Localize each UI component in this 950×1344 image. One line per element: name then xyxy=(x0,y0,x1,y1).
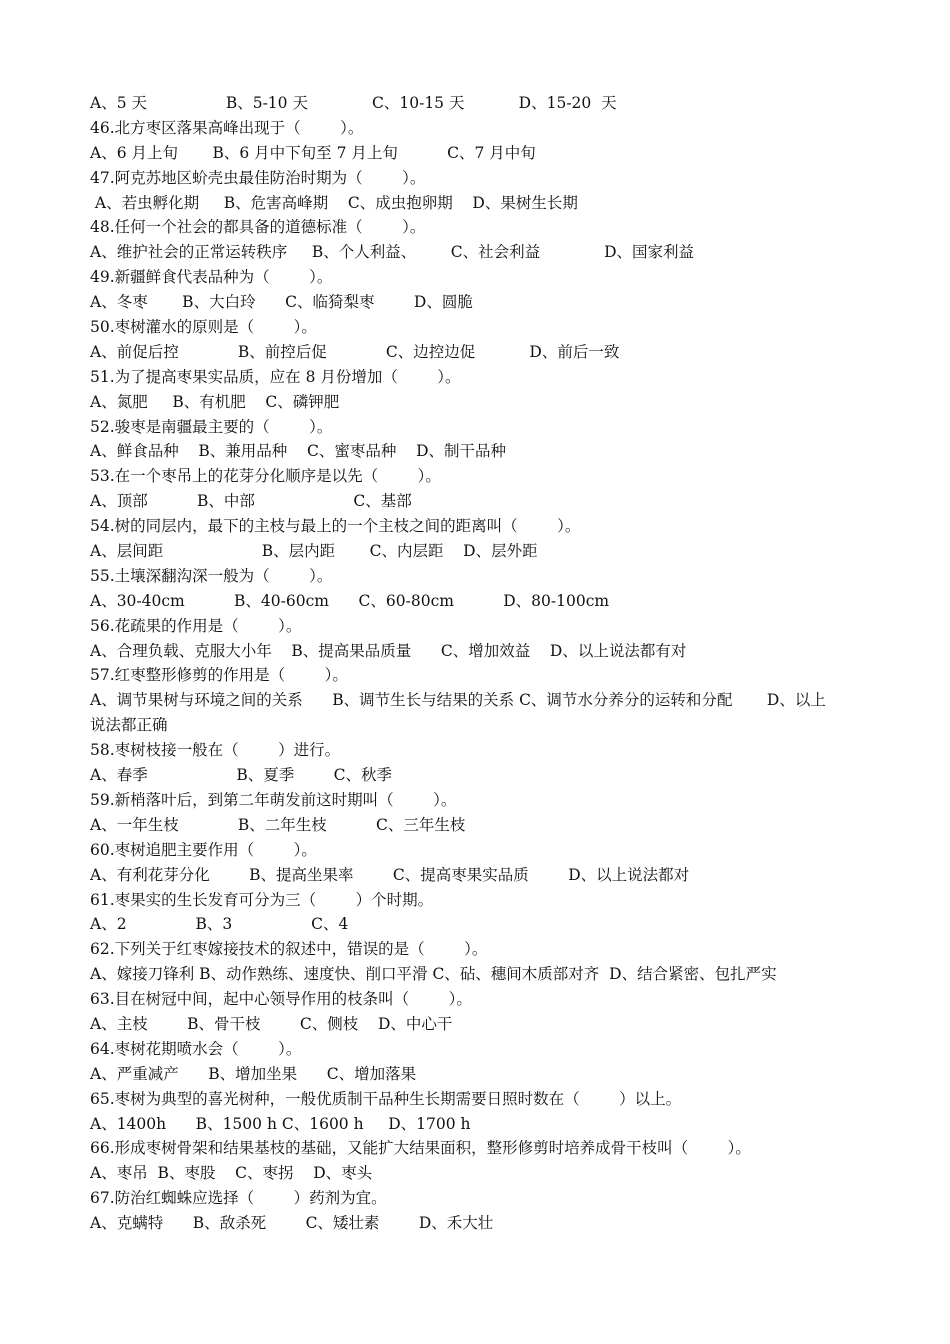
question-57: 57.红枣整形修剪的作用是（ ）。 xyxy=(90,666,348,685)
question-47: 47.阿克苏地区蚧壳虫最佳防治时期为（ ）。 xyxy=(90,168,426,187)
options-57-continued: 说法都正确 xyxy=(90,716,168,735)
options-57: A、调节果树与环境之间的关系 B、调节生长与结果的关系 C、调节水分养分的运转和分配 D、以上 xyxy=(90,691,826,710)
question-54: 54.树的同层内，最下的主枝与最上的一个主枝之间的距离叫（ ）。 xyxy=(90,517,581,536)
options-62: A、嫁接刀锋利 B、动作熟练、速度快、削口平滑 C、砧、穗间木质部对齐 D、结合紧密、包扎严实 xyxy=(90,965,777,984)
question-55: 55.土壤深翻沟深一般为（ ）。 xyxy=(90,566,333,585)
options-56: A、合理负载、克服大小年 B、提高果品质量 C、增加效益 D、以上说法都有对 xyxy=(90,641,687,660)
options-64: A、严重减产 B、增加坐果 C、增加落果 xyxy=(90,1064,417,1083)
options-49: A、冬枣 B、大白玲 C、临猗梨枣 D、圆脆 xyxy=(90,293,473,312)
options-45: A、5 天 B、5-10 天 C、10-15 天 D、15-20 天 xyxy=(90,94,617,112)
options-50: A、前促后控 B、前控后促 C、边控边促 D、前后一致 xyxy=(90,342,620,361)
question-56: 56.花疏果的作用是（ ）。 xyxy=(90,616,302,635)
question-63: 63.目在树冠中间，起中心领导作用的枝条叫（ ）。 xyxy=(90,990,472,1009)
question-50: 50.枣树灌水的原则是（ ）。 xyxy=(90,318,317,337)
options-67: A、克螨特 B、敌杀死 C、矮壮素 D、禾大壮 xyxy=(90,1214,494,1233)
options-54: A、层间距 B、层内距 C、内层距 D、层外距 xyxy=(90,542,538,561)
question-59: 59.新梢落叶后，到第二年萌发前这时期叫（ ）。 xyxy=(90,790,457,809)
options-59: A、一年生枝 B、二年生枝 C、三年生枝 xyxy=(90,815,466,834)
options-51: A、氮肥 B、有机肥 C、磷钾肥 xyxy=(90,392,340,411)
options-58: A、春季 B、夏季 C、秋季 xyxy=(90,766,393,785)
options-66: A、枣吊 B、枣股 C、枣拐 D、枣头 xyxy=(90,1164,373,1183)
question-48: 48.任何一个社会的都具备的道德标准（ ）。 xyxy=(90,218,426,237)
options-53: A、顶部 B、中部 C、基部 xyxy=(90,492,412,511)
options-52: A、鲜食品种 B、兼用品种 C、蜜枣品种 D、制干品种 xyxy=(90,442,506,461)
options-61: A、2 B、3 C、4 xyxy=(90,915,349,934)
question-61: 61.枣果实的生长发育可分为三（ ）个时期。 xyxy=(90,890,434,909)
options-60: A、有利花芽分化 B、提高坐果率 C、提高枣果实品质 D、以上说法都对 xyxy=(90,865,690,884)
question-62: 62.下列关于红枣嫁接技术的叙述中，错误的是（ ）。 xyxy=(90,940,488,959)
options-46: A、6 月上旬 B、6 月中下旬至 7 月上旬 C、7 月中旬 xyxy=(90,143,536,162)
options-48: A、维护社会的正常运转秩序 B、个人利益、 C、社会利益 D、国家利益 xyxy=(90,243,695,262)
question-52: 52.骏枣是南疆最主要的（ ）。 xyxy=(90,417,333,436)
question-46: 46.北方枣区落果高峰出现于（ ）。 xyxy=(90,118,364,137)
question-53: 53.在一个枣吊上的花芽分化顺序是以先（ ）。 xyxy=(90,467,441,486)
question-67: 67.防治红蜘蛛应选择（ ）药剂为宜。 xyxy=(90,1189,387,1208)
options-55: A、30-40cm B、40-60cm C、60-80cm D、80-100cm xyxy=(90,591,610,610)
question-60: 60.枣树追肥主要作用（ ）。 xyxy=(90,840,317,859)
question-64: 64.枣树花期喷水会（ ）。 xyxy=(90,1039,302,1058)
question-66: 66.形成枣树骨架和结果基枝的基础，又能扩大结果面积，整形修剪时培养成骨干枝叫（ ）。 xyxy=(90,1139,751,1158)
question-list xyxy=(90,91,870,1236)
options-63: A、主枝 B、骨干枝 C、侧枝 D、中心干 xyxy=(90,1014,453,1033)
question-51: 51.为了提高枣果实品质，应在 8 月份增加（ ）。 xyxy=(90,367,461,386)
options-47: A、若虫孵化期 B、危害高峰期 C、成虫抱卵期 D、果树生长期 xyxy=(90,193,578,212)
question-49: 49.新疆鲜食代表品种为（ ）。 xyxy=(90,268,333,287)
options-65: A、1400h B、1500 h C、1600 h D、1700 h xyxy=(90,1114,471,1133)
question-65: 65.枣树为典型的喜光树种，一般优质制干品种生长期需要日照时数在（ ）以上。 xyxy=(90,1089,682,1108)
question-58: 58.枣树枝接一般在（ ）进行。 xyxy=(90,741,341,760)
